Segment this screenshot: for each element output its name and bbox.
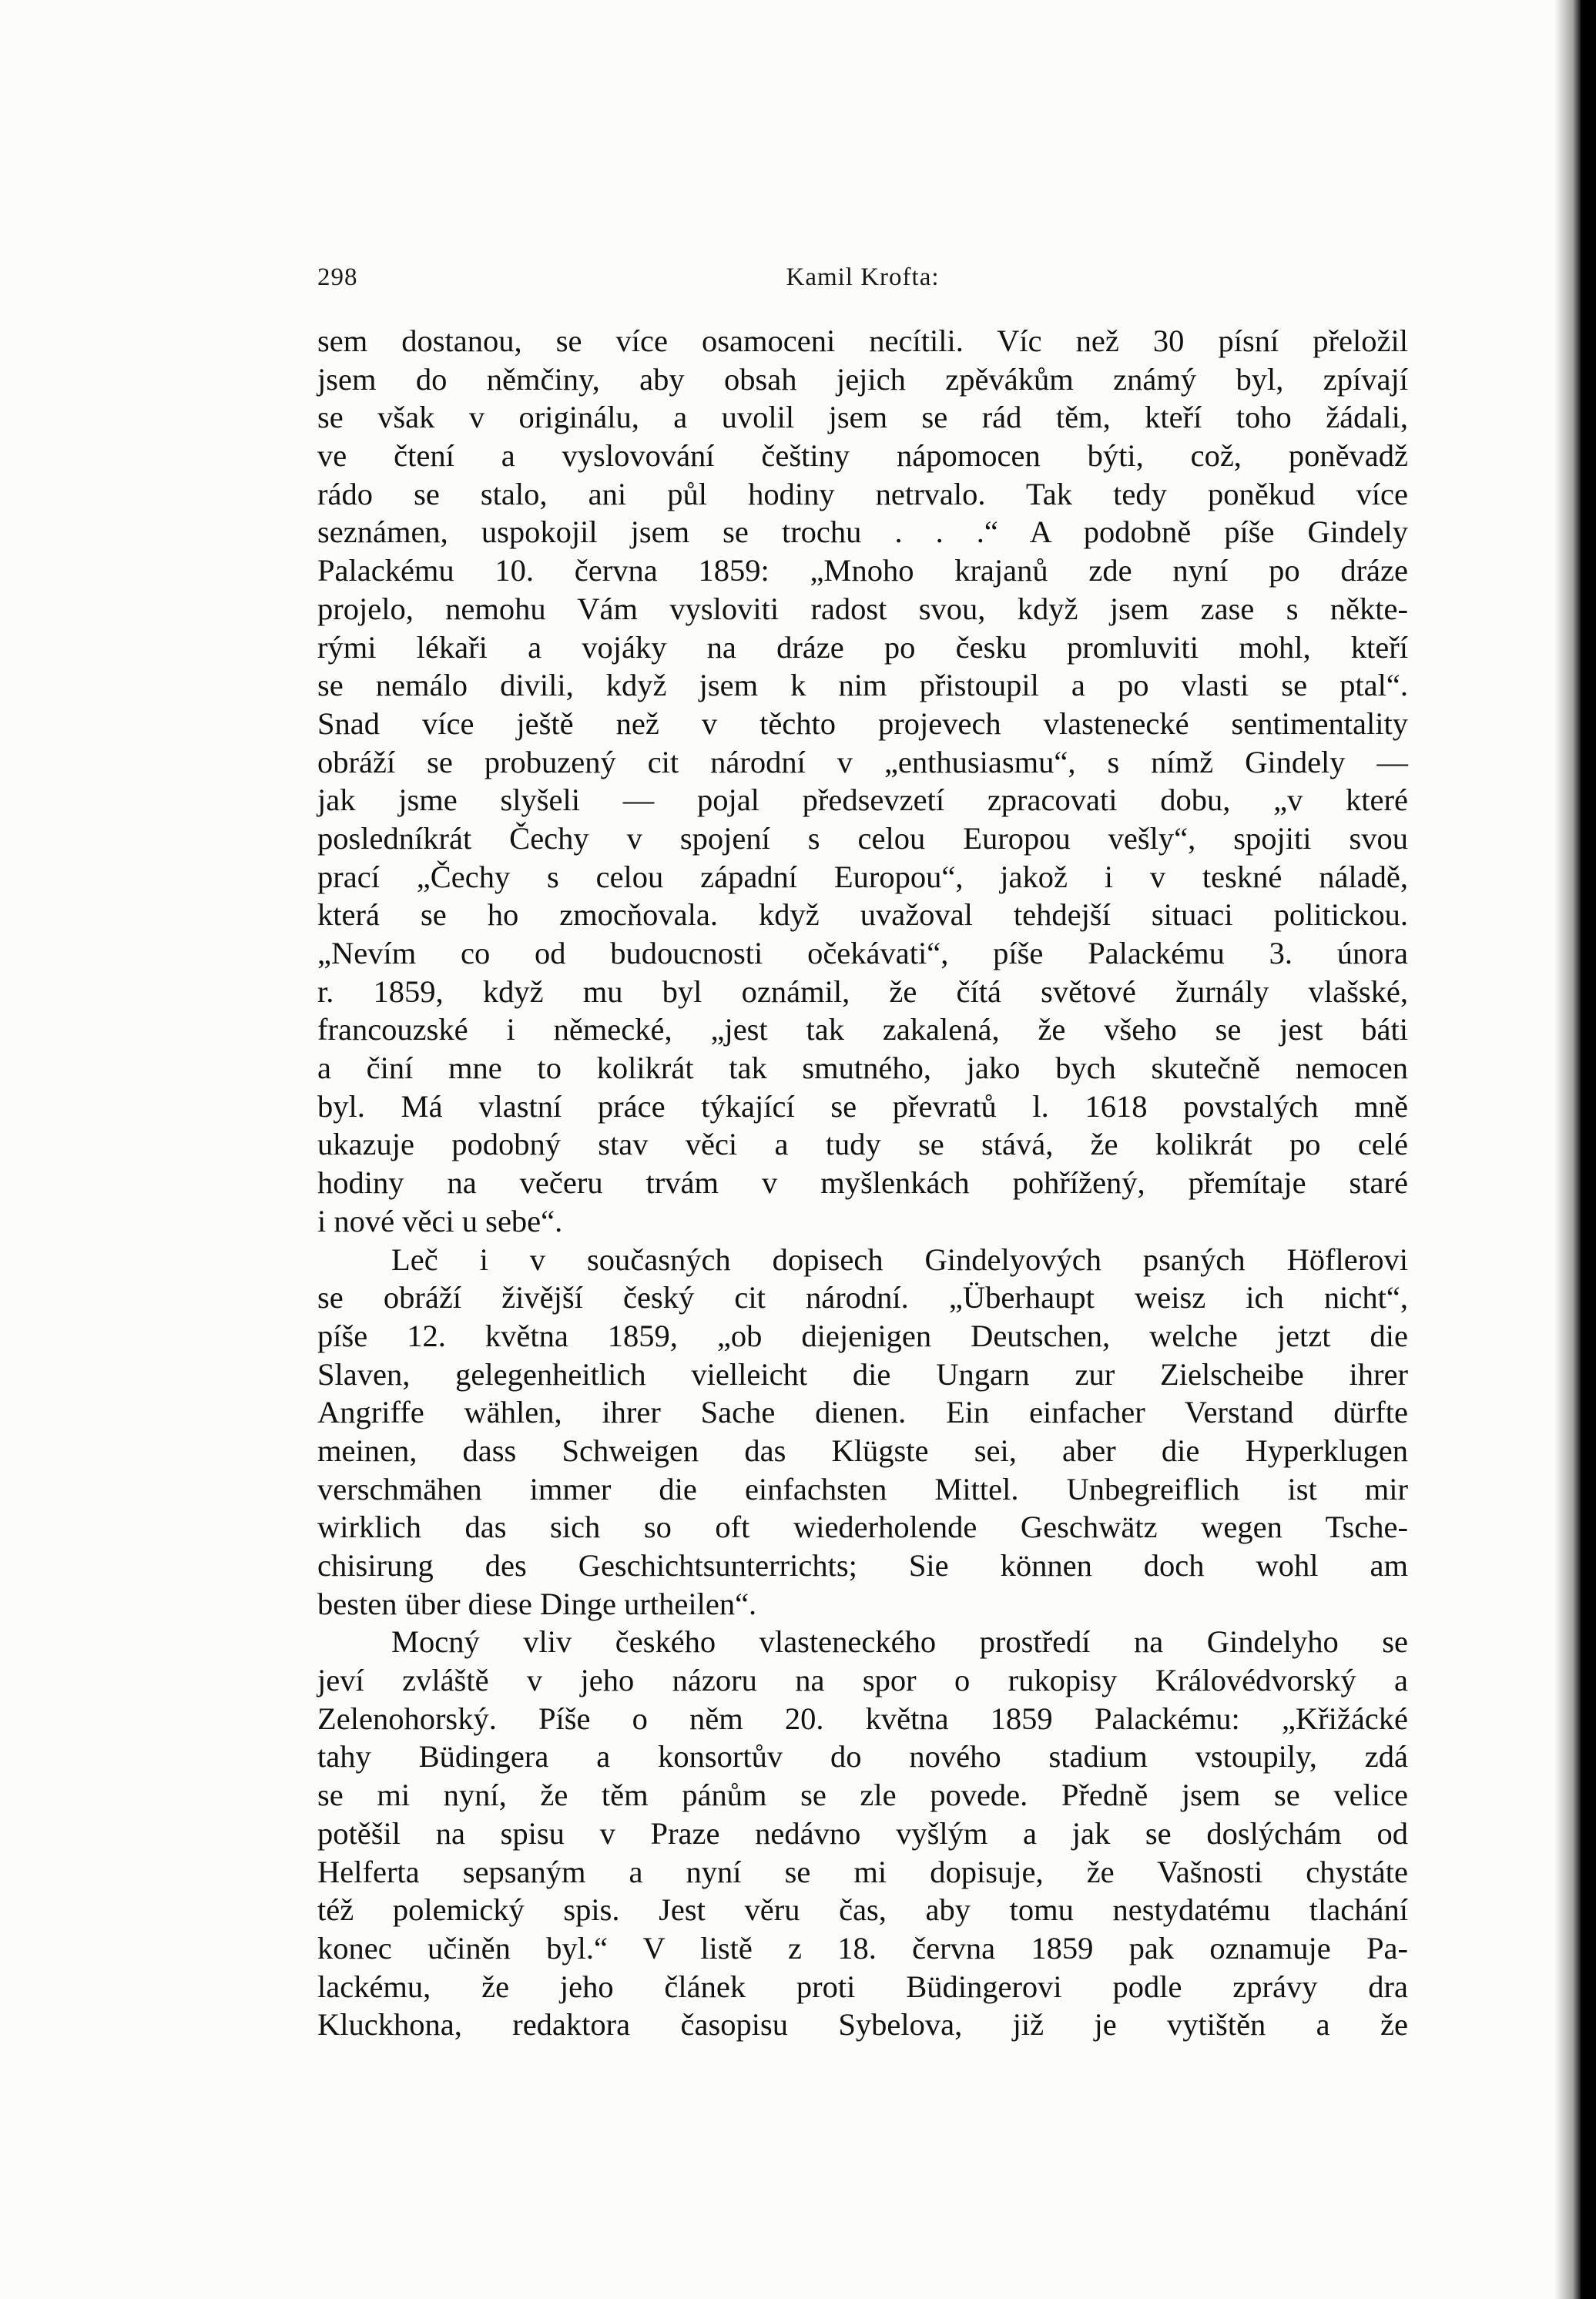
page-header: [317, 263, 1408, 307]
text-line: projelo, nemohu Vám vysloviti radost svou, když jsem zase s někte-: [317, 591, 1408, 626]
text-line: rými lékaři a vojáky na dráze po česku promluviti mohl, kteří: [317, 629, 1408, 665]
text-line: lackému, že jeho článek proti Büdingerovi podle zprávy dra: [317, 1969, 1408, 2004]
text-line: se obráží živější český cit národní. „Überhaupt weisz ich nicht“,: [317, 1280, 1408, 1315]
text-line: Kluckhona, redaktora časopisu Sybelova, již je vytištěn a že: [317, 2007, 1408, 2043]
text-line: „Nevím co od budoucnosti očekávati“, píše Palackému 3. února: [317, 936, 1408, 970]
text-line: chisirung des Geschichtsunterrichts; Sie können doch wohl am: [317, 1548, 1408, 1583]
text-line: se mi nyní, že těm pánům se zle povede. Předně jsem se velice: [317, 1778, 1408, 1813]
text-line: jak jsme slyšeli — pojal předsevzetí zpracovati dobu, „v které: [317, 783, 1408, 818]
text-line: též polemický spis. Jest věru čas, aby tomu nestydatému tlachání: [317, 1892, 1408, 1928]
text-line: rádo se stalo, ani půl hodiny netrvalo. Tak tedy poněkud více: [317, 476, 1408, 511]
text-line: píše 12. května 1859, „ob diejenigen Deutschen, welche jetzt die: [317, 1318, 1408, 1353]
text-line: byl. Má vlastní práce týkající se převratů l. 1618 povstalých mně: [317, 1088, 1408, 1124]
text-line: wirklich das sich so oft wiederholende Geschwätz wegen Tsche-: [317, 1510, 1408, 1545]
body-text: [317, 322, 1408, 2044]
text-line: jeví zvláště v jeho názoru na spor o rukopisy Královédvorský a: [317, 1663, 1408, 1698]
text-line: potěšil na spisu v Praze nedávno vyšlým a jak se doslýchám od: [317, 1815, 1408, 1851]
text-line: Angriffe wählen, ihrer Sache dienen. Ein einfacher Verstand dürfte: [317, 1395, 1408, 1430]
text-line: besten über diese Dinge urtheilen“.: [317, 1586, 757, 1621]
text-line: Palackému 10. června 1859: „Mnoho krajanů zde nyní po dráze: [317, 553, 1408, 588]
text-line: verschmähen immer die einfachsten Mittel. Unbegreiflich ist mir: [317, 1471, 1408, 1506]
text-line: obráží se probuzený cit národní v „enthusiasmu“, s nímž Gindely —: [317, 744, 1408, 779]
text-line: a činí mne to kolikrát tak smutného, jako bych skutečně nemocen: [317, 1051, 1408, 1086]
text-line: i nové věci u sebe“.: [317, 1203, 563, 1238]
text-line: seznámen, uspokojil jsem se trochu . . .“ A podobně píše Gindely: [317, 514, 1408, 550]
text-line: ve čtení a vyslovování češtiny nápomocen býti, což, poněvadž: [317, 438, 1408, 474]
text-line: Zelenohorský. Píše o něm 20. května 1859 Palackému: „Křižácké: [317, 1701, 1408, 1736]
text-line: hodiny na večeru trvám v myšlenkách pohřížený, přemítaje staré: [317, 1165, 1408, 1201]
text-line: Helferta sepsaným a nyní se mi dopisuje, že Vašnosti chystáte: [317, 1854, 1408, 1889]
text-line: prací „Čechy s celou západní Europou“, jakož i v teskné náladě,: [317, 859, 1408, 894]
text-line: se nemálo divili, když jsem k nim přistoupil a po vlasti se ptal“.: [317, 668, 1408, 703]
text-line: Slaven, gelegenheitlich vielleicht die Ungarn zur Zielscheibe ihrer: [317, 1356, 1408, 1392]
text-line: která se ho zmocňovala. když uvažoval tehdejší situaci politickou.: [317, 897, 1408, 933]
text-line: ukazuje podobný stav věci a tudy se stává, že kolikrát po celé: [317, 1127, 1408, 1162]
text-line: r. 1859, když mu byl oznámil, že čítá světové žurnály vlašské,: [317, 974, 1408, 1009]
text-line: se však v originálu, a uvolil jsem se rád těm, kteří toho žádali,: [317, 400, 1408, 435]
text-line: meinen, dass Schweigen das Klügste sei, aber die Hyperklugen: [317, 1433, 1408, 1468]
page-number: 298: [317, 263, 358, 291]
text-line: konec učiněn byl.“ V listě z 18. června 1859 pak oznamuje Pa-: [317, 1930, 1408, 1966]
running-head: Kamil Krofta:: [786, 263, 940, 291]
text-line: Mocný vliv českého vlasteneckého prostředí na Gindelyho se: [391, 1624, 1408, 1660]
text-line: jsem do němčiny, aby obsah jejich zpěvákům známý byl, zpívají: [317, 361, 1408, 397]
page-edge-shadow: [1554, 0, 1581, 2299]
text-line: Snad více ještě než v těchto projevech vlastenecké sentimentality: [317, 705, 1408, 741]
text-line: sem dostanou, se více osamoceni necítili. Víc než 30 písní přeložil: [317, 323, 1408, 358]
text-line: Leč i v současných dopisech Gindelyových psaných Höflerovi: [391, 1242, 1408, 1277]
text-line: tahy Büdingera a konsortův do nového stadium vstoupily, zdá: [317, 1739, 1408, 1775]
text-line: francouzské i německé, „jest tak zakalená, že všeho se jest báti: [317, 1012, 1408, 1047]
text-line: posledníkrát Čechy v spojení s celou Europou vešly“, spojiti svou: [317, 820, 1408, 856]
